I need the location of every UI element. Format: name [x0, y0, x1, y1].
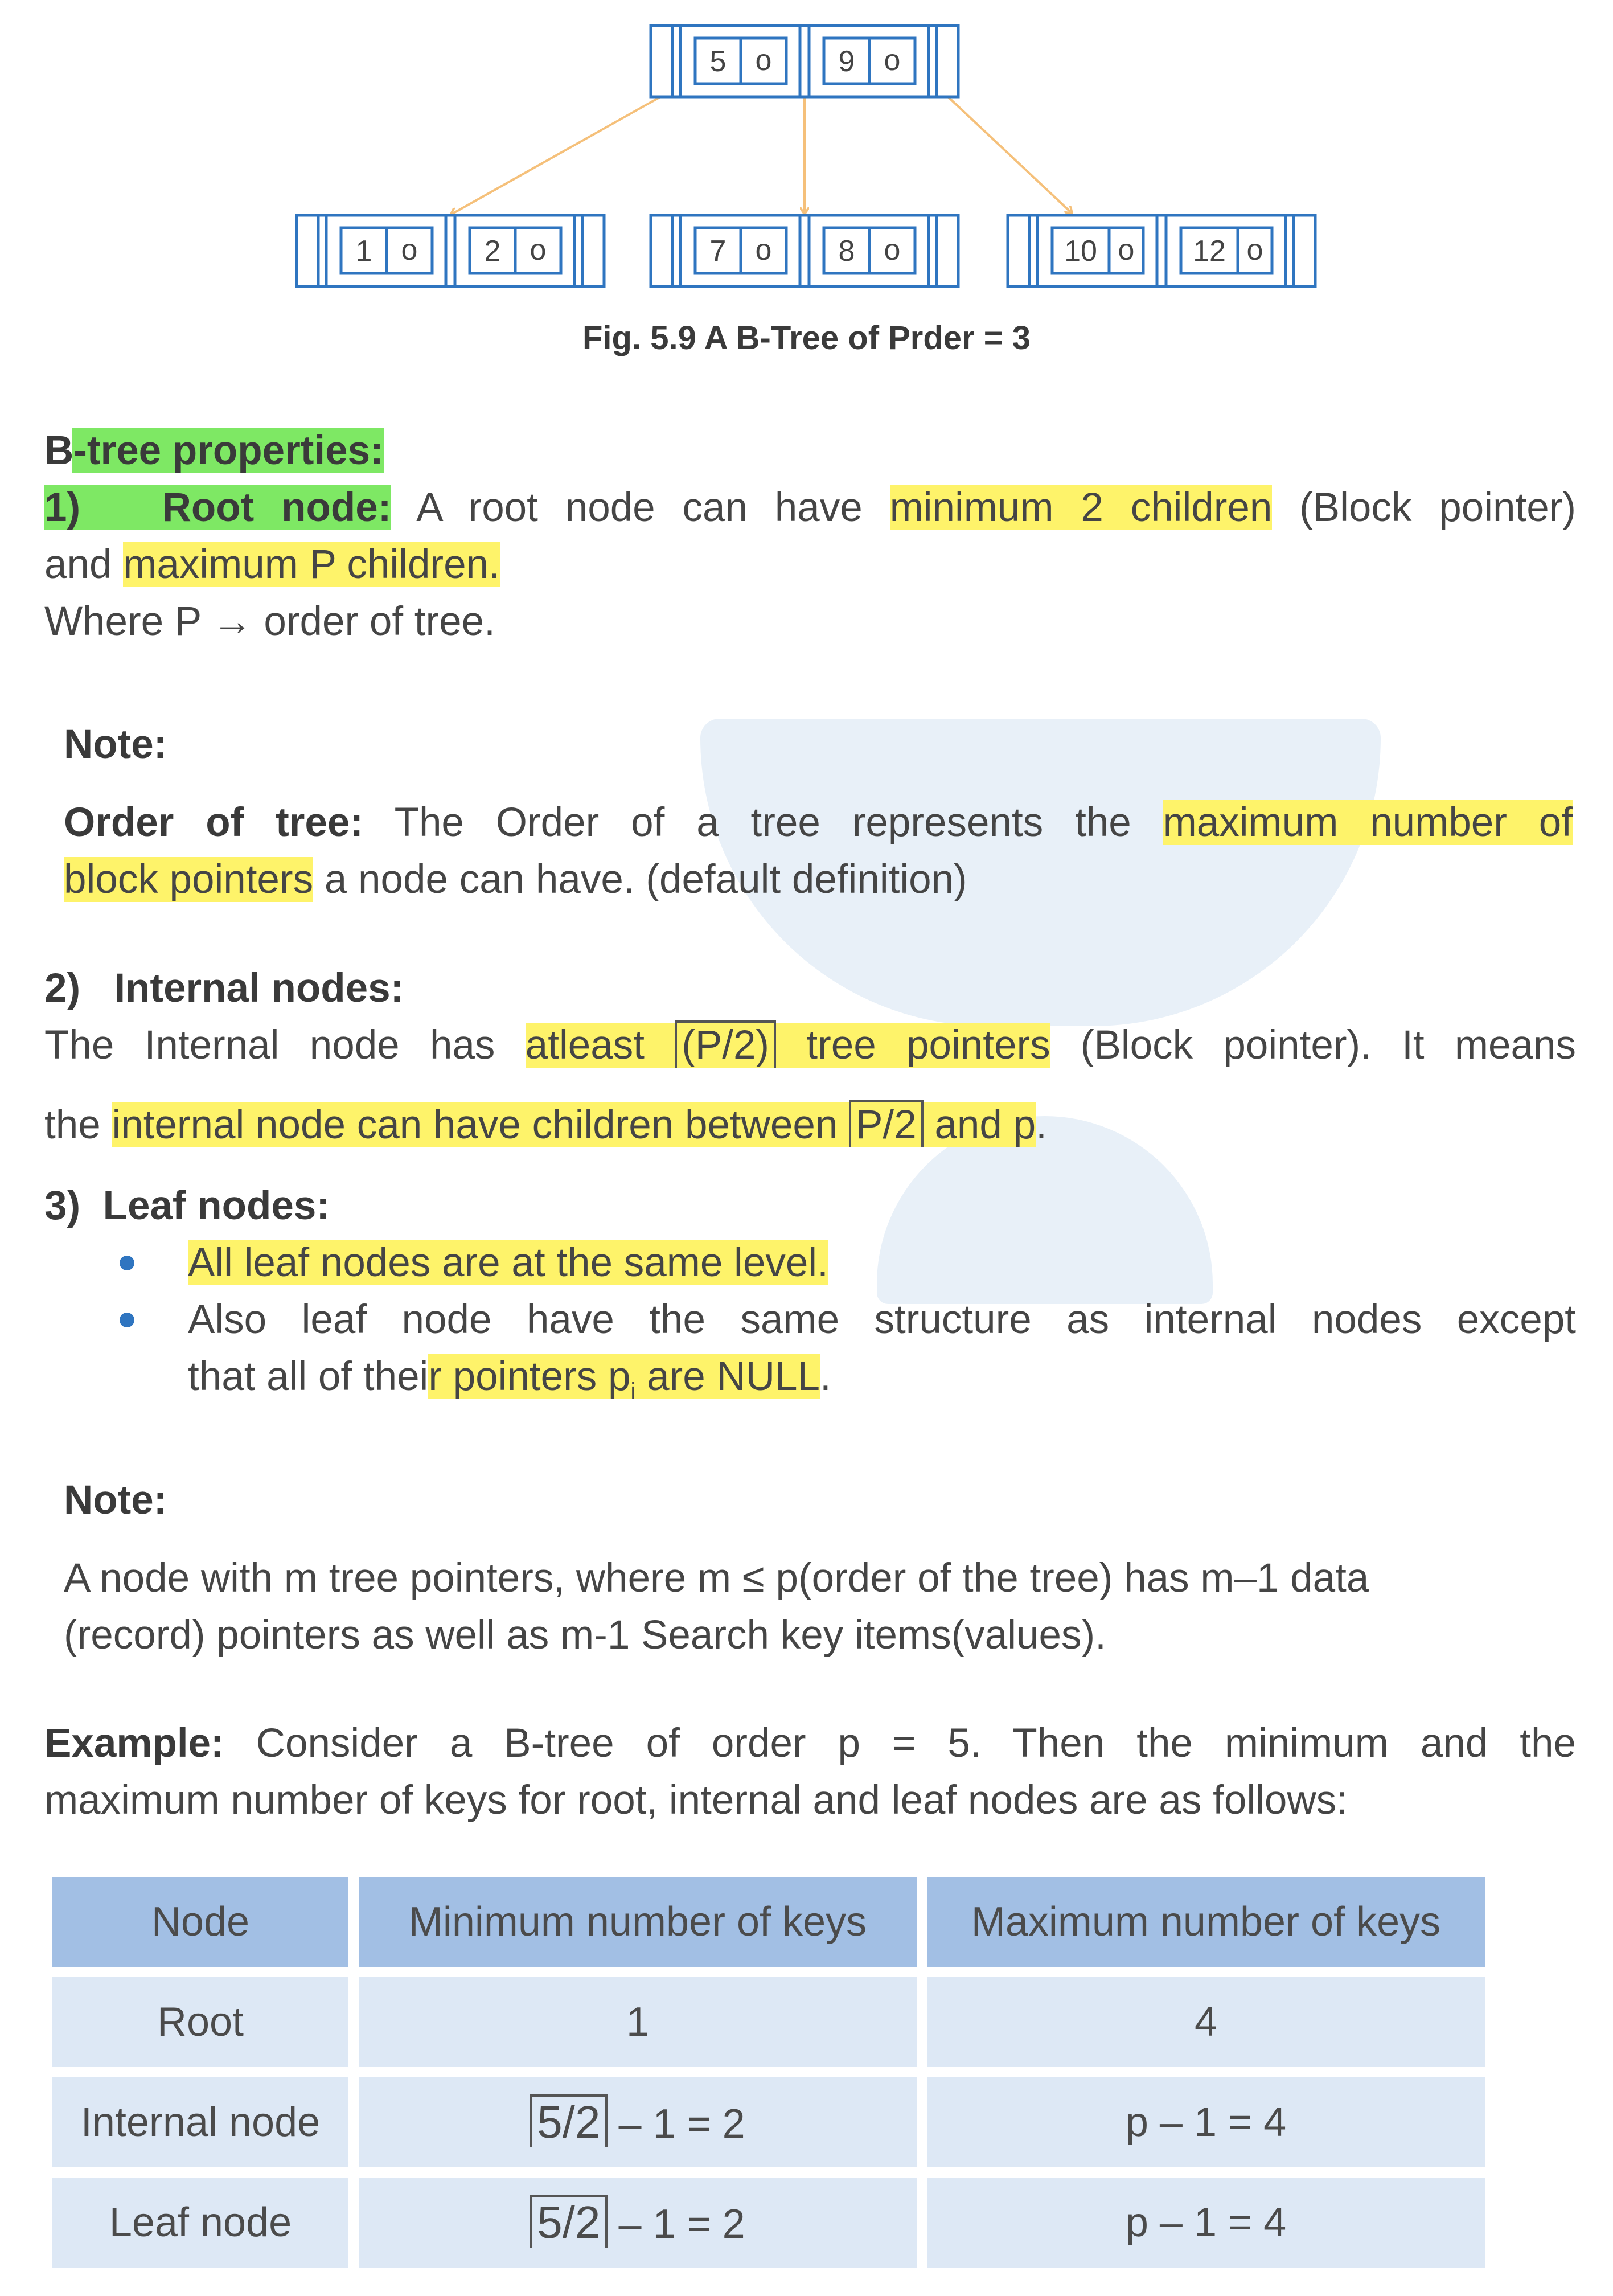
cell-node: Internal node	[52, 2077, 348, 2167]
internal-text-3: the	[44, 1102, 101, 1147]
ceil-value: 5/2	[530, 2195, 607, 2248]
cell-max: p – 1 = 4	[927, 2077, 1485, 2167]
leaf-label: Leaf nodes:	[102, 1183, 330, 1228]
example-text-1: Consider a B-tree of order p = 5. Then the minimum and the	[256, 1721, 1576, 1766]
tree-node-child-1	[297, 215, 604, 286]
btree-figure	[0, 0, 1613, 319]
min-rest: – 1 = 2	[607, 2101, 745, 2147]
cell-min: 1	[359, 1977, 917, 2067]
arrow-left	[453, 97, 660, 214]
data-pointer-symbol: o	[401, 233, 418, 266]
internal-h2c: and p	[934, 1102, 1036, 1147]
data-pointer-symbol: o	[530, 233, 547, 266]
table-row	[52, 1977, 1485, 2067]
note1-highlight-1: maximum number of	[1163, 800, 1573, 845]
key-value: 1	[355, 235, 372, 268]
internal-h1a: atleast	[525, 1023, 645, 1068]
ceil-value: 5/2	[530, 2094, 607, 2147]
leaf-h2a: r pointers p	[428, 1354, 631, 1399]
internal-num: 2)	[44, 966, 81, 1011]
properties-heading	[44, 423, 384, 479]
tree-nodes	[297, 26, 1315, 286]
cell-max: p – 1 = 4	[927, 2178, 1485, 2268]
leaf-bullet-2-line1: Also leaf node have the same structure as internal nodes except	[188, 1297, 1576, 1342]
root-label: Root node:	[162, 485, 392, 530]
internal-highlight-1	[526, 1023, 1050, 1068]
internal-line1	[44, 1017, 1576, 1074]
internal-h1c: tree pointers	[806, 1023, 1050, 1068]
note2-line1: A node with m tree pointers, where m ≤ p(order of the tree) has m–1 data	[64, 1556, 1369, 1601]
example-line2: maximum number of keys for root, internal and leaf nodes are as follows:	[44, 1778, 1348, 1823]
bullet-2	[120, 1313, 134, 1327]
root-node-label	[44, 485, 391, 530]
note2-label: Note:	[64, 1478, 167, 1523]
figure-caption: Fig. 5.9 A B-Tree of Prder = 3	[582, 319, 1031, 356]
root-highlight-max: maximum P children.	[123, 542, 500, 587]
key-value: 9	[838, 45, 855, 78]
header-node: Node	[52, 1877, 348, 1967]
table-row	[52, 2077, 1485, 2167]
leaf-h2b: are NULL	[635, 1354, 820, 1399]
internal-text-1: The Internal node has	[44, 1023, 495, 1068]
data-pointer-symbol: o	[1246, 233, 1263, 266]
root-text-3: and	[44, 542, 112, 587]
root-text-1: A root node can have	[416, 485, 863, 530]
cell-min	[359, 2178, 917, 2268]
data-pointer-symbol: o	[755, 44, 772, 77]
internal-heading	[44, 960, 404, 1017]
internal-text-4: .	[1036, 1102, 1047, 1147]
internal-ceil-1: (P/2)	[675, 1020, 776, 1068]
leaf-highlight-2	[428, 1354, 820, 1404]
key-value: 10	[1064, 235, 1097, 268]
leaf-end: .	[820, 1354, 831, 1399]
bullet-1	[120, 1256, 134, 1270]
internal-ceil-2: P/2	[849, 1100, 924, 1147]
data-pointer-symbol: o	[755, 233, 772, 266]
tree-node-child-3	[1008, 215, 1315, 286]
leaf-heading	[44, 1178, 330, 1235]
tree-node-child-2	[651, 215, 958, 286]
root-node-line2	[44, 536, 500, 593]
cell-max: 4	[927, 1977, 1485, 2067]
leaf-subscript: i	[630, 1379, 636, 1404]
key-value: 2	[484, 235, 501, 268]
data-pointer-symbol: o	[884, 233, 901, 266]
internal-line2	[44, 1097, 1047, 1154]
leaf-bullet-1	[188, 1235, 828, 1292]
note2-line2: (record) pointers as well as m-1 Search key items(values).	[64, 1613, 1106, 1658]
note1-text-1: The Order of a tree represents the	[394, 800, 1131, 845]
data-pointer-symbol: o	[884, 44, 901, 77]
leaf-bullet-2-line2	[188, 1348, 831, 1420]
tree-arrows	[453, 97, 1070, 214]
cell-node: Root	[52, 1977, 348, 2067]
root-num: 1)	[44, 485, 81, 530]
note1-label: Note:	[64, 722, 167, 767]
key-value: 5	[709, 45, 727, 78]
data-pointer-symbol: o	[1118, 233, 1135, 266]
root-highlight-min: minimum 2 children	[889, 485, 1273, 530]
note1-text-2: a node can have. (default definition)	[324, 857, 967, 902]
cell-node: Leaf node	[52, 2178, 348, 2268]
arrow-right	[948, 97, 1070, 212]
header-min: Minimum number of keys	[359, 1877, 917, 1967]
note1-term: Order of tree:	[64, 800, 363, 845]
internal-h2a: internal node can have children between	[112, 1102, 838, 1147]
keys-table	[42, 1867, 1495, 2278]
properties-heading-text: B-tree properties:	[44, 428, 384, 473]
example-line1	[44, 1715, 1576, 1772]
internal-highlight-2	[112, 1102, 1036, 1147]
note1-highlight-2: block pointers	[64, 857, 314, 902]
tree-node-root	[651, 26, 958, 97]
note1-line1	[64, 794, 1573, 851]
root-text-2: (Block pointer)	[1299, 485, 1576, 530]
root-node-line3: Where P → order of tree.	[44, 599, 495, 644]
leaf-num: 3)	[44, 1183, 81, 1228]
table-row	[52, 2178, 1485, 2268]
header-max: Maximum number of keys	[927, 1877, 1485, 1967]
root-node-line1	[44, 479, 1576, 536]
leaf-text-2: that all of thei	[188, 1354, 429, 1399]
note1-line2	[64, 851, 967, 908]
key-value: 7	[709, 235, 727, 268]
internal-label: Internal nodes:	[114, 966, 404, 1011]
example-label: Example:	[44, 1721, 224, 1766]
key-value: 12	[1193, 235, 1226, 268]
cell-min	[359, 2077, 917, 2167]
internal-text-2: (Block pointer). It means	[1080, 1023, 1577, 1068]
min-rest: – 1 = 2	[607, 2201, 745, 2247]
table-header-row	[52, 1877, 1485, 1967]
key-value: 8	[838, 235, 855, 268]
leaf-highlight-1: All leaf nodes are at the same level.	[188, 1240, 828, 1285]
